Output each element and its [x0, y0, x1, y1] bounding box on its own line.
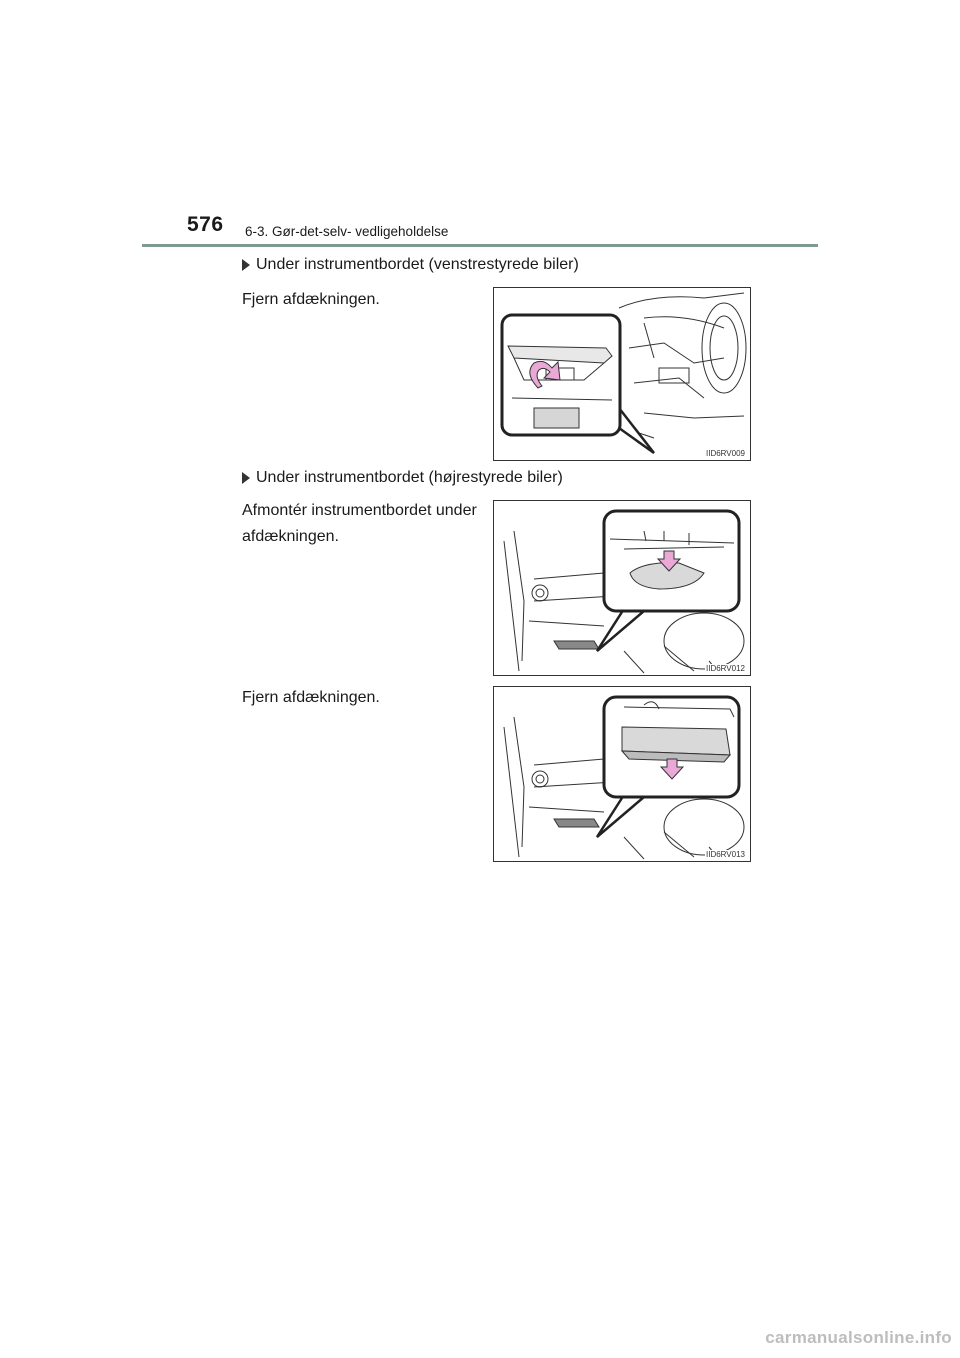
triangle-bullet-icon — [242, 259, 250, 271]
step-text: Afmontér instrumentbordet under afdækningen. — [242, 502, 477, 545]
subheading-text: Under instrumentbordet (højrestyrede biler) — [256, 469, 563, 486]
subheading-left-hand-drive — [242, 256, 579, 274]
figure-code: IID6RV009 — [706, 449, 745, 458]
step-text: Fjern afdækningen. — [242, 291, 380, 308]
header-rule — [142, 244, 818, 247]
step-text: Fjern afdækningen. — [242, 689, 380, 706]
dashboard-illustration — [494, 501, 750, 675]
figure-code: IID6RV013 — [706, 850, 745, 859]
subheading-right-hand-drive — [242, 469, 563, 487]
figure-remove-cover-lhd — [493, 287, 751, 461]
figure-code: IID6RV012 — [706, 664, 745, 673]
dashboard-illustration — [494, 687, 750, 861]
watermark: carmanualsonline.info — [765, 1328, 952, 1347]
dashboard-illustration — [494, 288, 750, 460]
page-number: 576 — [187, 213, 224, 236]
subheading-text: Under instrumentbordet (venstrestyrede biler) — [256, 256, 579, 273]
section-title: 6-3. Gør-det-selv- vedligeholdelse — [245, 224, 449, 239]
triangle-bullet-icon — [242, 472, 250, 484]
figure-remove-cover-rhd — [493, 686, 751, 862]
figure-remove-panel-rhd — [493, 500, 751, 676]
